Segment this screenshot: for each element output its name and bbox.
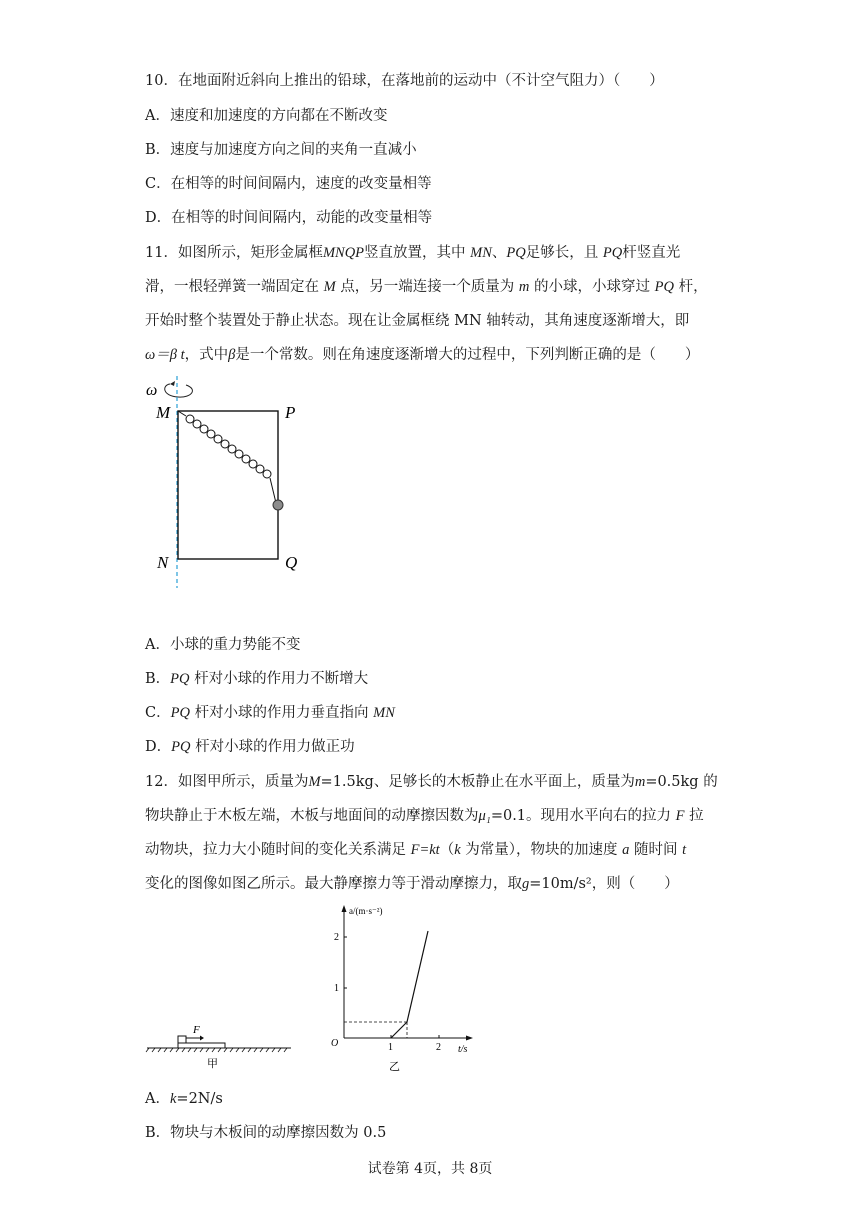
q11-option-c: C．PQ 杆对小球的作用力垂直指向 MN <box>145 705 395 721</box>
x-tick-2: 2 <box>436 1042 441 1053</box>
page-footer: 试卷第 4页，共 8页 <box>367 1161 493 1177</box>
q11-frame-figure <box>140 372 310 594</box>
y-tick-1: 1 <box>334 983 339 994</box>
q12-stem-line3: 动物块，拉力大小随时间的变化关系满足 F=kt（k 为常量），物块的加速度 a 随时间 t <box>145 842 687 858</box>
q11-option-a: A．小球的重力势能不变 <box>145 637 301 653</box>
label-N: N <box>157 553 169 572</box>
spring <box>178 411 276 503</box>
label-M: M <box>156 403 171 422</box>
q11-option-d: D．PQ 杆对小球的作用力做正功 <box>145 739 355 755</box>
q12-figure-yi <box>325 900 485 1080</box>
x-axis-arrow <box>466 1036 473 1041</box>
q11-stem-line3: 开始时整个装置处于静止状态。现在让金属框绕 MN 轴转动，其角速度逐渐增大，即 <box>145 313 690 329</box>
q10-option-c: C．在相等的时间间隔内，速度的改变量相等 <box>145 176 432 192</box>
caption-jia: 甲 <box>207 1058 218 1070</box>
y-axis-arrow <box>342 905 347 912</box>
x-tick-1: 1 <box>388 1042 393 1053</box>
metal-frame <box>178 411 278 559</box>
ball <box>273 500 283 510</box>
q12-stem-line1: 12．如图甲所示，质量为M=1.5kg、足够长的木板静止在水平面上，质量为m=0.5kg 的 <box>145 774 718 790</box>
board <box>178 1043 225 1048</box>
q10-option-d: D．在相等的时间间隔内，动能的改变量相等 <box>145 210 433 226</box>
force-label: F <box>193 1024 200 1036</box>
q11-stem-line1: 11．如图所示，矩形金属框MNQP竖直放置，其中 MN、PQ足够长，且 PQ杆竖直光 <box>145 245 681 261</box>
q11-option-b: B．PQ 杆对小球的作用力不断增大 <box>145 671 369 687</box>
x-axis-label: t/s <box>458 1044 468 1055</box>
caption-yi: 乙 <box>389 1061 400 1073</box>
rotation-arrow-icon <box>165 384 193 397</box>
block <box>178 1036 186 1043</box>
q10-stem: 10．在地面附近斜向上推出的铅球，在落地前的运动中（不计空气阻力）（ ） <box>145 73 664 89</box>
y-axis-label: a/(m·s⁻²) <box>349 906 383 916</box>
q12-option-b: B．物块与木板间的动摩擦因数为 0.5 <box>145 1125 387 1141</box>
q11-stem-line2: 滑，一根轻弹簧一端固定在 M 点，另一端连接一个质量为 m 的小球，小球穿过 PQ 杆， <box>145 279 708 295</box>
q12-option-a: A．k=2N/s <box>145 1091 223 1107</box>
q12-stem-line4: 变化的图像如图乙所示。最大静摩擦力等于滑动摩擦力，取g=10m/s²，则（ ） <box>145 876 679 892</box>
omega-label: ω <box>146 382 158 399</box>
q10-option-a: A．速度和加速度的方向都在不断改变 <box>145 108 388 124</box>
y-tick-2: 2 <box>334 932 339 943</box>
q10-option-b: B．速度与加速度方向之间的夹角一直减小 <box>145 142 417 158</box>
label-P: P <box>285 403 296 422</box>
origin-label: O <box>331 1038 339 1049</box>
ground-hatch <box>146 1048 287 1052</box>
label-Q: Q <box>285 553 298 572</box>
q12-stem-line2: 物块静止于木板左端，木板与地面间的动摩擦因数为μ₁=0.1。现用水平向右的拉力 F 拉 <box>145 808 704 824</box>
q12-figure-jia <box>145 1020 295 1072</box>
q11-stem-line4: ω＝β t，式中β是一个常数。则在角速度逐渐增大的过程中，下列判断正确的是（ ） <box>145 347 700 363</box>
